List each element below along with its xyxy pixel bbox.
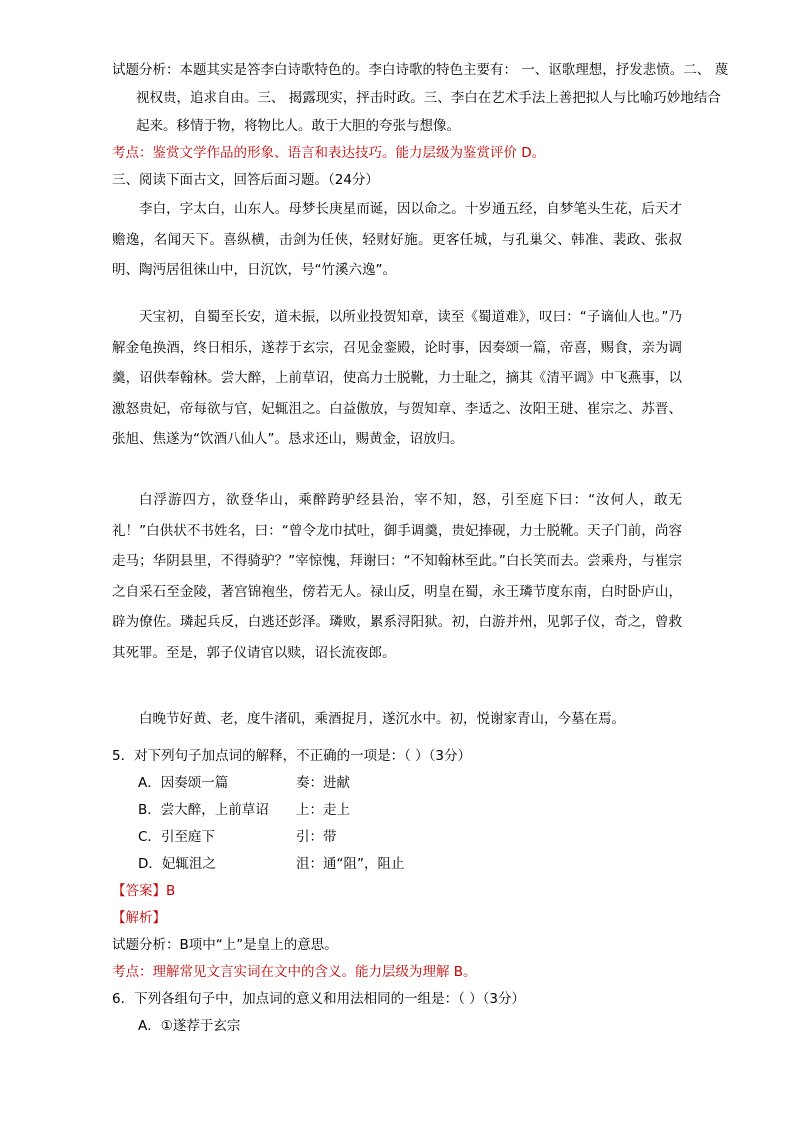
answer-label: 【答案】B <box>112 883 176 899</box>
explanation-label: 【解析】 <box>112 910 166 926</box>
question-5-stem: 5．对下列句子加点词的解释，不正确的一项是：（ ）（3分） <box>112 748 471 764</box>
option-letter: A． <box>138 775 161 791</box>
option-definition: 上：走上 <box>296 802 350 818</box>
question-5-option-a[interactable] <box>138 773 350 793</box>
option-letter: D． <box>138 856 162 872</box>
passage-paragraph <box>112 485 682 668</box>
option-letter: B． <box>138 802 161 818</box>
analysis-text-line: 试题分析：本题其实是答李白诗歌特色的。李白诗歌的特色主要有： 一、讴歌理想，抒发悲愤。二、 蔑 <box>112 62 729 78</box>
passage-paragraph <box>112 704 682 735</box>
option-definition: 奏：进献 <box>296 775 350 791</box>
question-5-option-d[interactable] <box>138 854 405 874</box>
passage-paragraph <box>112 302 682 455</box>
option-letter: C． <box>138 829 161 845</box>
passage-paragraph-4: 白晚节好黄、老，度牛渚矶，乘酒捉月，遂沉水中。初，悦谢家青山，今墓在焉。 <box>139 711 625 727</box>
option-sentence: 尝大醉，上前草诏 <box>160 802 269 818</box>
passage-paragraph-3: 白浮游四方，欲登华山，乘醉跨驴经县治，宰不知，怒，引至庭下曰：“汝何人，敢无礼！”白供状不书姓名，曰：“曾令龙巾拭吐，御手调羹，贵妃捧砚，力士脱靴。天子门前，尚容走马；华阴县里，不得骑驴？”宰惊愧，拜谢曰：“不知翰林至此。”白长笑而去。尝乘舟，与崔宗之自采石至金陵，著宫锦袍坐，傍若无人。禄山反，明皇在蜀，永王璘节度东南，白时卧庐山，辟为僚佐。璘起兵反，白逃还彭泽。璘败，累系浔阳狱。初，白游并州，见郭子仪，奇之，曾救其死罪。至是，郭子仪请官以赎，诏长流夜郎。 <box>112 492 682 661</box>
question-5-option-b[interactable] <box>138 800 350 820</box>
analysis-text-line: 起来。移情于物，将物比人。敢于大胆的夸张与想像。 <box>136 118 460 134</box>
option-definition: 引：带 <box>296 829 337 845</box>
question-5-option-c[interactable] <box>138 827 337 847</box>
option-sentence: 引至庭下 <box>160 829 215 845</box>
passage-paragraph-1: 李白，字太白，山东人。母梦长庚星而诞，因以命之。十岁通五经，自梦笔头生花，后天才赡逸，名闻天下。喜纵横，击剑为任侠，轻财好施。更客任城，与孔巢父、韩准、裴政、张叔明、陶沔居徂徕山中，日沉饮，号“竹溪六逸”。 <box>112 201 682 278</box>
question-5-analysis: 试题分析：B项中“上”是皇上的意思。 <box>112 937 338 953</box>
option-sentence: 妃辄沮之 <box>161 856 216 872</box>
option-definition: 沮：通“阻”，阻止 <box>296 856 405 872</box>
question-6-stem: 6．下列各组句子中，加点词的意义和用法相同的一组是：（ ）（3分） <box>112 991 525 1007</box>
option-sentence: 因奏颂一篇 <box>160 775 229 791</box>
section-heading: 三、阅读下面古文，回答后面习题。（24分） <box>112 172 379 188</box>
kaodian-note: 考点：鉴赏文学作品的形象、语言和表达技巧。能力层级为鉴赏评价 D。 <box>112 145 546 161</box>
passage-paragraph <box>112 194 682 286</box>
question-6-option-a[interactable]: A．①遂荐于玄宗 <box>138 1018 241 1034</box>
passage-paragraph-2: 天宝初，自蜀至长安，道未振，以所业投贺知章，读至《蜀道难》，叹曰：“子谪仙人也。”乃解金龟换酒，终日相乐，遂荐于玄宗，召见金銮殿，论时事，因奏颂一篇，帝喜，赐食，亲为调羹，诏供奉翰林。尝大醉，上前草诏，使高力士脱靴，力士耻之，摘其《清平调》中飞燕事，以激怒贵妃，帝每欲与官，妃辄沮之。白益傲放，与贺知章、李适之、汝阳王琎、崔宗之、苏晋、张旭、焦遂为“饮酒八仙人”。恳求还山，赐黄金，诏放归。 <box>112 309 682 447</box>
analysis-text-line: 视权贵，追求自由。三、 揭露现实，抨击时政。三、李白在艺术手法上善把拟人与比喻巧妙地结合 <box>136 90 721 106</box>
kaodian-note: 考点：理解常见文言实词在文中的含义。能力层级为理解 B。 <box>112 964 477 980</box>
